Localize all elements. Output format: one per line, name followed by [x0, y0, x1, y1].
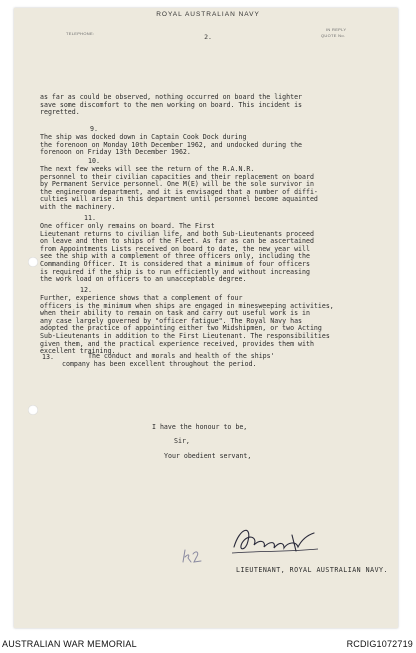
page-number: 2. [204, 33, 212, 41]
paragraph-11 [40, 223, 358, 284]
paragraph-text: Further, experience shows that a complement of four officers is the minimum when ships are engaged in minesweeping activities, when their ability to remain on task and carry out useful work is in any case largely governed by "officer fatigue". The Royal Navy has adopted the practice of appointing either two Midshipmen, or two Acting Sub-Lieutenants in addition to the First Lieutenant. The responsibilities given them, and the practical experience received, provides them with excellent training. [40, 294, 334, 356]
handwritten-mark-image [180, 546, 204, 566]
telephone-label: TELEPHONE: [66, 31, 95, 36]
closing-servant: Your obedient servant, [164, 452, 252, 460]
paragraph-12 [40, 295, 358, 356]
archive-reference: RCDIG1072719 [346, 639, 413, 649]
letterhead-title: ROYAL AUSTRALIAN NAVY [156, 11, 260, 18]
paragraph-number: 10. [88, 157, 100, 165]
quote-label: QUOTE No. [321, 33, 346, 38]
paragraph-text: One officer only remains on board. The First Lieutenant returns to civilian life, and both Sub-Lieutenants proceed on leave and then to ships of the Fleet. As far as can be ascertained from Appointments Lists received on board to date, the new year will see the ship with a complement of three officers only, including the Commanding Officer. It is considered that a minimum of four officers is required if the ship is to run efficiently and without increasing the work load on officers to an unacceptable degree. [40, 222, 314, 284]
paragraph-number: 12. [80, 286, 92, 294]
paragraph-number: 13. [42, 353, 54, 361]
paragraph-text: The ship was docked down in Captain Cook Dock during the forenoon on Monday 10th December 1962, and undocked during the forenoon on Friday 13th December 1962. [40, 133, 303, 157]
reply-label: IN REPLY [326, 27, 347, 32]
paragraph-text: The next few weeks will see the return of the R.A.N.R. personnel to their civilian capacities and their replacement on board by Permanent Service personnel. One M(E) will be the sole survivor in the engineroom department, and it is envisaged that a number of diffi- culties will arise in this department until personnel become aquainted with the machinery. [40, 165, 318, 211]
archive-name: AUSTRALIAN WAR MEMORIAL [2, 639, 137, 649]
paragraph-number: 11. [84, 214, 96, 222]
punch-hole [28, 405, 38, 415]
closing-honour: I have the honour to be, [152, 423, 248, 431]
paragraph-number: 9. [90, 125, 98, 133]
paragraph-9 [40, 134, 358, 157]
paragraph-continuation [40, 94, 358, 117]
paragraph-text: The conduct and morals and health of the ships' company has been excellent throughout the period. [62, 352, 275, 368]
closing-salutation: Sir, [174, 437, 190, 445]
punch-hole [28, 257, 38, 267]
paragraph-13 [62, 353, 358, 368]
paragraph-text: as far as could be observed, nothing occurred on board the lighter save some discomfort to the men working on board. This incident is regretted. [40, 93, 303, 117]
paragraph-10 [40, 166, 358, 212]
signer-title: LIEUTENANT, ROYAL AUSTRALIAN NAVY. [236, 566, 388, 574]
signature-image [226, 521, 326, 561]
